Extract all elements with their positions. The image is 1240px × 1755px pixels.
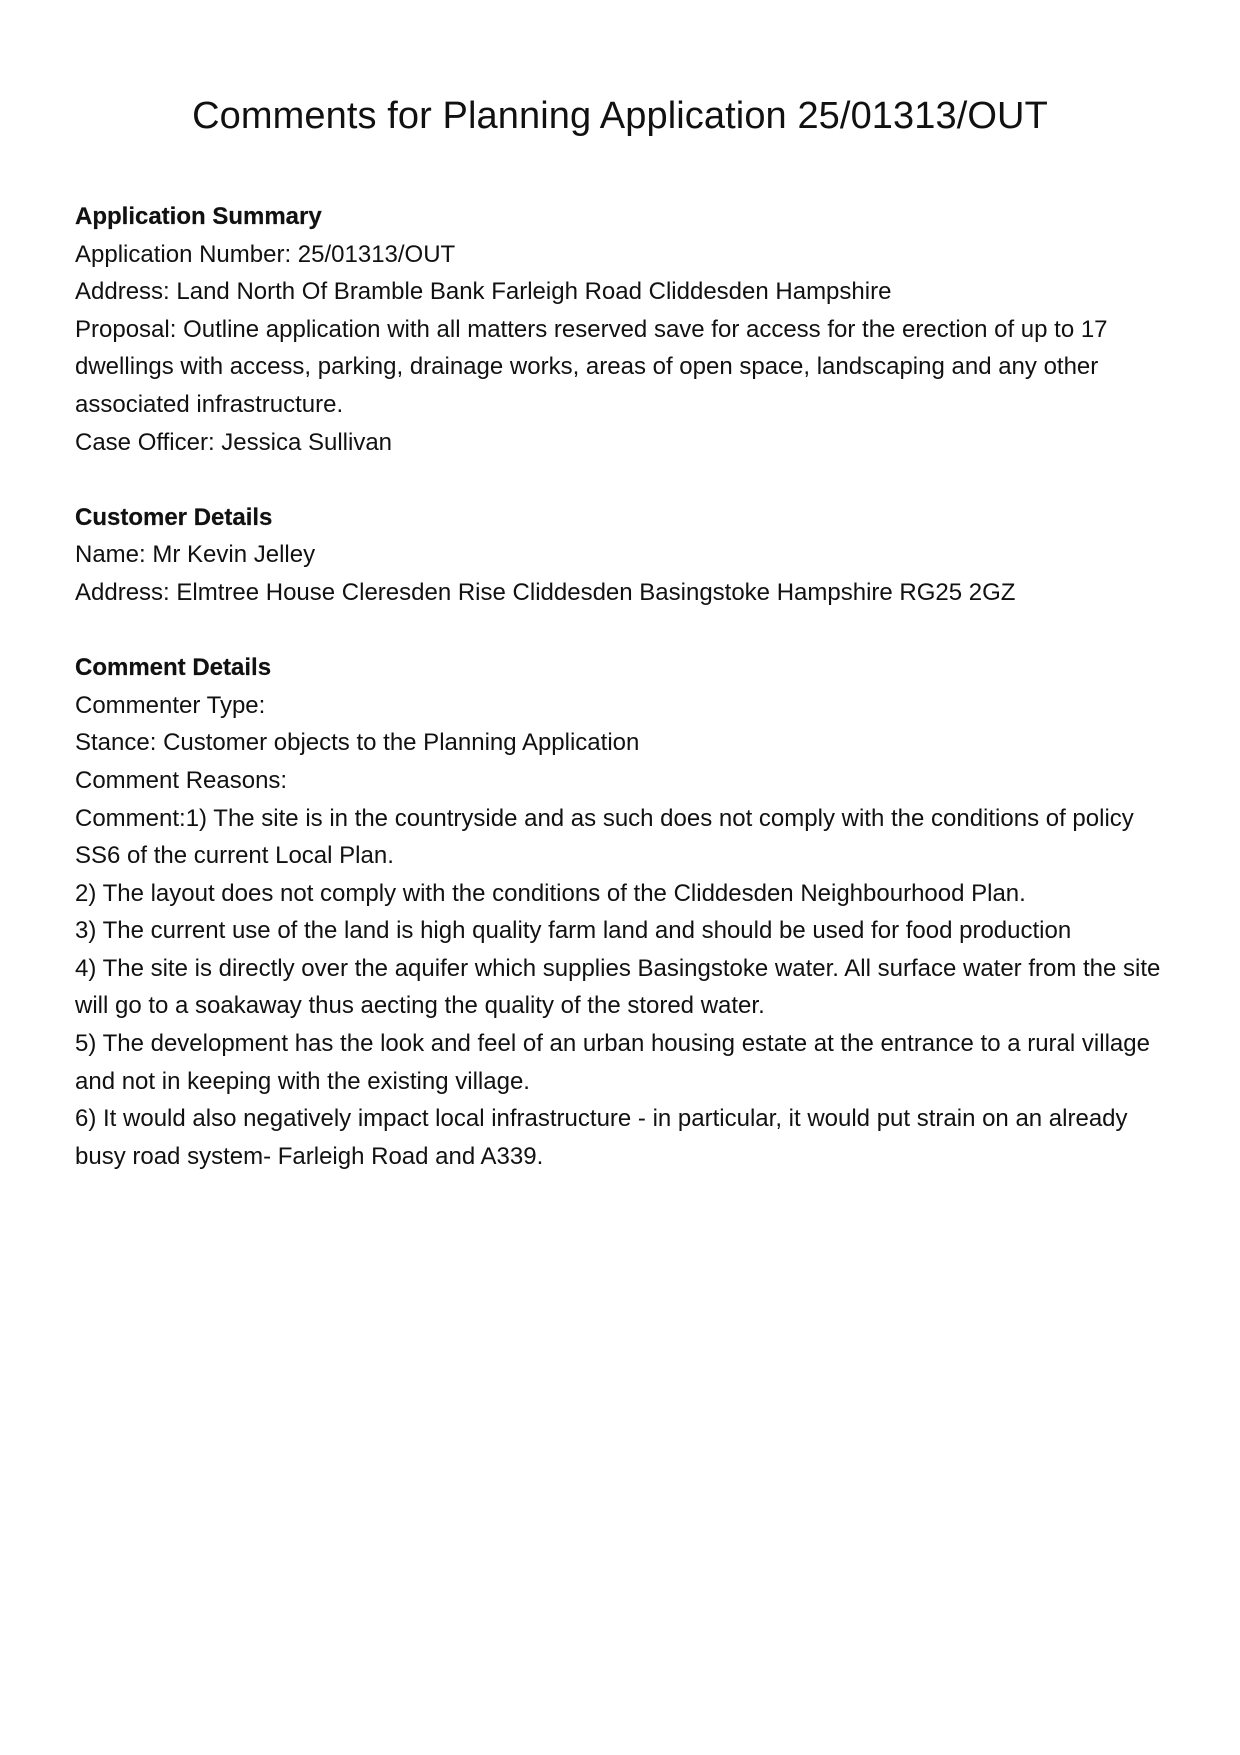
customer-address-value: Elmtree House Cleresden Rise Cliddesden Basingstoke Hampshire RG25 2GZ <box>176 578 1016 606</box>
customer-address-label: Address: <box>75 578 177 606</box>
stance-row <box>75 724 1175 762</box>
case-officer-label: Case Officer: <box>75 428 222 456</box>
comment-details-section <box>75 649 1175 1175</box>
application-summary-heading: Application Summary <box>75 203 322 230</box>
customer-address-row <box>75 574 1175 612</box>
customer-details-section <box>75 499 1175 612</box>
case-officer-value: Jessica Sullivan <box>221 428 393 456</box>
comment-line: 6) It would also negatively impact local infrastructure - in particular, it would put strain on an already busy road system- Farleigh Road and A339. <box>75 1105 1128 1170</box>
commenter-type-label: Commenter Type: <box>75 691 266 719</box>
comment-line: 5) The development has the look and feel of an urban housing estate at the entrance to a rural village and not in keeping with the existing village. <box>75 1030 1150 1095</box>
comment-line: 3) The current use of the land is high quality farm land and should be used for food production <box>75 917 1072 945</box>
comment-reasons-label: Comment Reasons: <box>75 766 288 794</box>
comment-line: 4) The site is directly over the aquifer which supplies Basingstoke water. All surface water from the site will go to a soakaway thus aecting the quality of the stored water. <box>75 954 1161 1020</box>
customer-name-label: Name: <box>75 541 153 569</box>
proposal-value: Outline application with all matters reserved save for access for the erection of up to 17 dwellings with access, parking, drainage works, areas of open space, landscaping and any other associated infrastructure. <box>75 315 1108 418</box>
application-address-row <box>75 273 1175 311</box>
proposal-label: Proposal: <box>75 315 184 343</box>
commenter-type-row <box>75 687 1175 725</box>
comment-line-text: 1) The site is in the countryside and as such does not comply with the conditions of policy SS6 of the current Local Plan. <box>75 804 1134 870</box>
page-title: Comments for Planning Application 25/01313/OUT <box>192 95 1048 137</box>
proposal-row <box>75 311 1175 424</box>
application-number-value: 25/01313/OUT <box>297 240 456 268</box>
stance-value: Customer objects to the Planning Application <box>163 729 640 757</box>
customer-details-heading: Customer Details <box>75 503 273 531</box>
comment-label: Comment: <box>75 804 186 832</box>
customer-name-row <box>75 536 1175 574</box>
application-number-label: Application Number: <box>75 240 298 268</box>
application-summary-section <box>75 198 1175 461</box>
case-officer-row <box>75 424 1175 462</box>
stance-label: Stance: <box>75 729 164 757</box>
application-address-value: Land North Of Bramble Bank Farleigh Road Cliddesden Hampshire <box>176 278 892 306</box>
comment-details-heading: Comment Details <box>75 654 272 682</box>
customer-name-value: Mr Kevin Jelley <box>152 541 316 569</box>
comment-reasons-row <box>75 762 1175 800</box>
document-body <box>75 198 1175 1213</box>
application-number-row <box>75 236 1175 274</box>
comment-line <box>75 800 1175 875</box>
application-address-label: Address: <box>75 278 177 306</box>
comment-line: 2) The layout does not comply with the conditions of the Cliddesden Neighbourhood Plan. <box>75 879 1026 907</box>
